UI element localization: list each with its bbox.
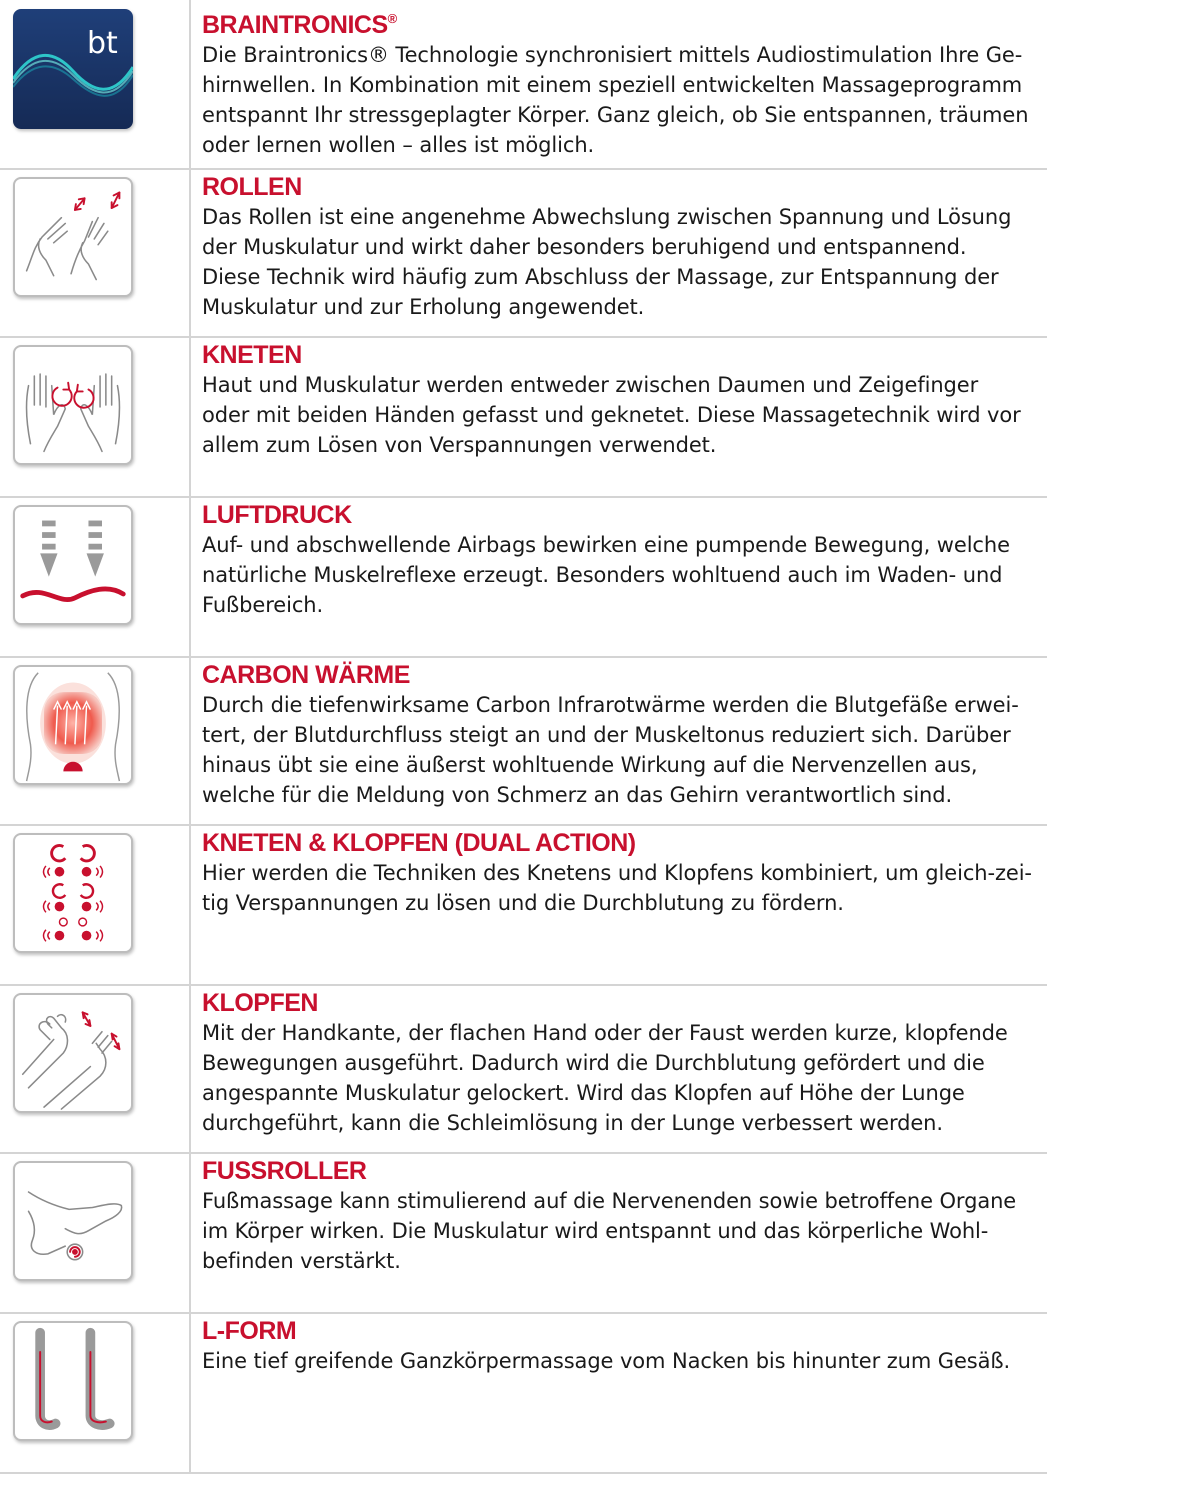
technique-description: Haut und Muskulatur werden entweder zwischen Daumen und Zeigefinger oder mit beiden Händen gefasst und geknetet. Diese Massagetechnik wird vor allem zum Lösen von Verspannungen verwendet. (202, 373, 1021, 457)
technique-title: ROLLEN (202, 173, 302, 201)
icon-cell (0, 168, 191, 336)
technique-description: Auf- und abschwellende Airbags bewirken eine pumpende Bewegung, welche natürliche Muskelreflexe erzeugt. Besonders wohltuend auch im Waden- und Fußbereich. (202, 533, 1010, 617)
icon-cell (0, 496, 191, 656)
technique-text (202, 1156, 1039, 1276)
technique-title: BRAINTRONICS® (202, 11, 397, 39)
technique-title: FUSSROLLER (202, 1157, 367, 1185)
tapping-hands-icon (13, 993, 133, 1113)
technique-title: CARBON WÄRME (202, 661, 410, 689)
icon-cell (0, 656, 191, 824)
icon-cell (0, 1312, 191, 1472)
technique-row-rollen (0, 168, 1047, 338)
technique-description: Mit der Handkante, der flachen Hand oder der Faust werden kurze, klopfende Bewegungen ausgeführt. Dadurch wird die Durchblutung gefördert und die angespannte Muskulatur gelockert. Wird das Klopfen auf Höhe der Lunge durchgeführt, kann die Schleimlösung in der Lunge verbessert werden. (202, 1021, 1008, 1135)
technique-row-dual-action (0, 824, 1047, 986)
technique-text (202, 988, 1039, 1138)
technique-text (202, 828, 1039, 918)
icon-cell (0, 336, 191, 496)
dual-action-icon (13, 833, 133, 953)
icon-cell (0, 984, 191, 1152)
technique-text (202, 1316, 1039, 1376)
technique-text (202, 340, 1039, 460)
technique-description: Durch die tiefenwirksame Carbon Infrarotwärme werden die Blutgefäße erwei- tert, der Blutdurchfluss steigt an und der Muskeltonus reduziert sich. Darüber hinaus übt sie eine äußerst wohltuende Wirkung auf die Nervenzellen aus, welche für die Meldung von Schmerz an das Gehirn verantwortlich sind. (202, 693, 1019, 807)
technique-row-l-form (0, 1312, 1047, 1474)
rolling-hands-icon (13, 177, 133, 297)
technique-row-klopfen (0, 984, 1047, 1154)
technique-text (202, 660, 1039, 810)
technique-description: Eine tief greifende Ganzkörpermassage vom Nacken bis hinunter zum Gesäß. (202, 1349, 1011, 1373)
technique-row-braintronics (0, 0, 1047, 170)
braintronics-bt-icon (13, 9, 133, 129)
icon-cell (0, 1152, 191, 1312)
technique-title: KLOPFEN (202, 989, 318, 1017)
technique-title: L-FORM (202, 1317, 297, 1345)
technique-text (202, 4, 1039, 160)
kneading-hands-icon (13, 345, 133, 465)
foot-roller-icon (13, 1161, 133, 1281)
technique-row-kneten (0, 336, 1047, 498)
technique-title: LUFTDRUCK (202, 501, 352, 529)
technique-description: Das Rollen ist eine angenehme Abwechslung zwischen Spannung und Lösung der Muskulatur und wirkt daher besonders beruhigend und entspannend. Diese Technik wird häufig zum Abschluss der Massage, zur Entspannung der Muskulatur und zur Erholung angewendet. (202, 205, 1012, 319)
icon-cell (0, 0, 191, 168)
technique-title: KNETEN (202, 341, 302, 369)
technique-text (202, 172, 1039, 322)
technique-text (202, 500, 1039, 620)
technique-description: Die Braintronics® Technologie synchronisiert mittels Audiostimulation Ihre Ge- hirnwellen. In Kombination mit einem speziell entwickelten Massageprogramm entspannt Ihr stressgeplagter Körper. Ganz gleich, ob Sie entspannen, träumen oder lernen wollen – alles ist möglich. (202, 43, 1029, 157)
technique-description: Hier werden die Techniken des Knetens und Klopfens kombiniert, um gleich-zei- tig Verspannungen zu lösen und die Durchblutung zu fördern. (202, 861, 1032, 915)
icon-cell (0, 824, 191, 984)
carbon-heat-icon (13, 665, 133, 785)
air-pressure-icon (13, 505, 133, 625)
technique-description: Fußmassage kann stimulierend auf die Nervenenden sowie betroffene Organe im Körper wirken. Die Muskulatur wird entspannt und das körperliche Wohl- befinden verstärkt. (202, 1189, 1017, 1273)
technique-title: KNETEN & KLOPFEN (DUAL ACTION) (202, 829, 636, 857)
l-form-track-icon (13, 1321, 133, 1441)
technique-row-luftdruck (0, 496, 1047, 658)
bt-logo-text: bt (87, 26, 118, 61)
technique-row-fussroller (0, 1152, 1047, 1314)
technique-row-carbon-waerme (0, 656, 1047, 826)
